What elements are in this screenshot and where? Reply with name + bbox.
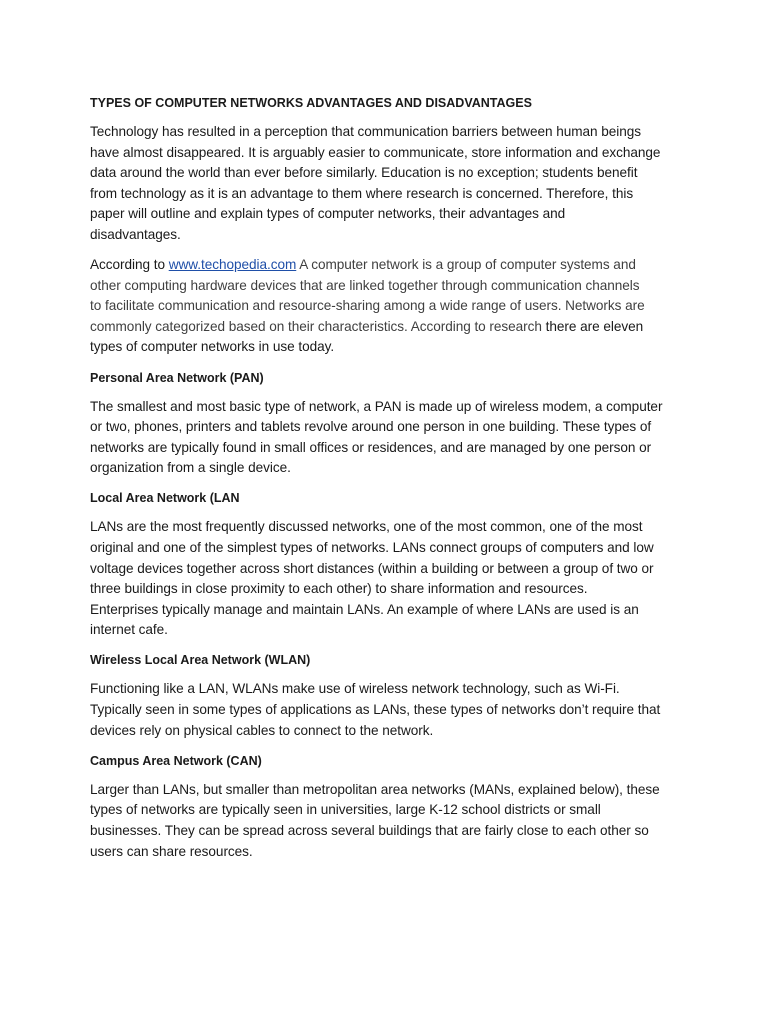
paragraph-line: types of networks are typically seen in universities, large K-12 school districts or small — [90, 802, 601, 818]
paragraph-line: users can share resources. — [90, 843, 253, 859]
document-title: TYPES OF COMPUTER NETWORKS ADVANTAGES AND DISADVANTAGES — [90, 96, 532, 110]
techopedia-link[interactable]: www.techopedia.com — [168, 257, 297, 273]
paragraph-line: voltage devices together across short distances (within a building or between a group of two or — [90, 560, 654, 576]
paragraph-line: Typically seen in some types of applications as LANs, these types of networks don’t require that — [90, 702, 661, 718]
section-heading-wlan: Wireless Local Area Network (WLAN) — [90, 653, 311, 668]
definition-quoted-text: commonly categorized based on their characteristics. According to research — [90, 318, 542, 334]
section-paragraph-lan — [90, 517, 678, 641]
paragraph-line: Functioning like a LAN, WLANs make use of wireless network technology, such as Wi-Fi. — [90, 681, 620, 697]
paragraph-line: businesses. They can be spread across several buildings that are fairly close to each other so — [90, 822, 649, 838]
section-paragraph-wlan — [90, 679, 678, 741]
intro-line: from technology as it is an advantage to them where research is concerned. Therefore, this — [90, 185, 634, 201]
section-heading-can: Campus Area Network (CAN) — [90, 753, 262, 768]
section-paragraph-pan — [90, 397, 678, 479]
intro-line: have almost disappeared. It is arguably easier to communicate, store information and exchange — [90, 144, 661, 160]
intro-line: data around the world than ever before similarly. Education is no exception; students benefit — [90, 165, 638, 181]
definition-line — [90, 317, 678, 338]
paragraph-line: The smallest and most basic type of network, a PAN is made up of wireless modem, a computer — [90, 398, 663, 414]
paragraph-line: three buildings in close proximity to each other) to share information and resources. — [90, 581, 588, 597]
section-heading-pan: Personal Area Network (PAN) — [90, 370, 264, 385]
paragraph-line: LANs are the most frequently discussed networks, one of the most common, one of the most — [90, 519, 643, 535]
paragraph-line: organization from a single device. — [90, 460, 291, 476]
paragraph-line: original and one of the simplest types of networks. LANs connect groups of computers and low — [90, 540, 654, 555]
definition-paragraph — [90, 255, 678, 358]
definition-line: to facilitate communication and resource-sharing among a wide range of users. Networks are — [90, 298, 645, 314]
section-paragraph-can — [90, 780, 678, 862]
definition-text: there are eleven — [541, 318, 644, 334]
intro-paragraph — [90, 122, 678, 246]
paragraph-line: networks are typically found in small offices or residences, and are managed by one person or — [90, 439, 652, 455]
intro-line: paper will outline and explain types of computer networks, their advantages and — [90, 206, 566, 222]
section-heading-lan: Local Area Network (LAN — [90, 491, 240, 506]
intro-line: Technology has resulted in a perception that communication barriers between human beings — [90, 124, 642, 139]
paragraph-line: internet cafe. — [90, 622, 168, 638]
paragraph-line: Enterprises typically manage and maintain LANs. An example of where LANs are used is an — [90, 601, 639, 617]
paragraph-line: Larger than LANs, but smaller than metropolitan area networks (MANs, explained below), these — [90, 781, 660, 797]
intro-line: disadvantages. — [90, 226, 181, 242]
definition-line: other computing hardware devices that are linked together through communication channels — [90, 277, 640, 293]
definition-line — [90, 255, 678, 276]
definition-prefix: According to — [90, 257, 169, 273]
paragraph-line: devices rely on physical cables to connect to the network. — [90, 722, 434, 738]
definition-line: types of computer networks in use today. — [90, 339, 335, 355]
definition-quoted-text: A computer network is a group of computer systems and — [296, 257, 636, 273]
paragraph-line: or two, phones, printers and tablets revolve around one person in one building. These types of — [90, 419, 652, 435]
